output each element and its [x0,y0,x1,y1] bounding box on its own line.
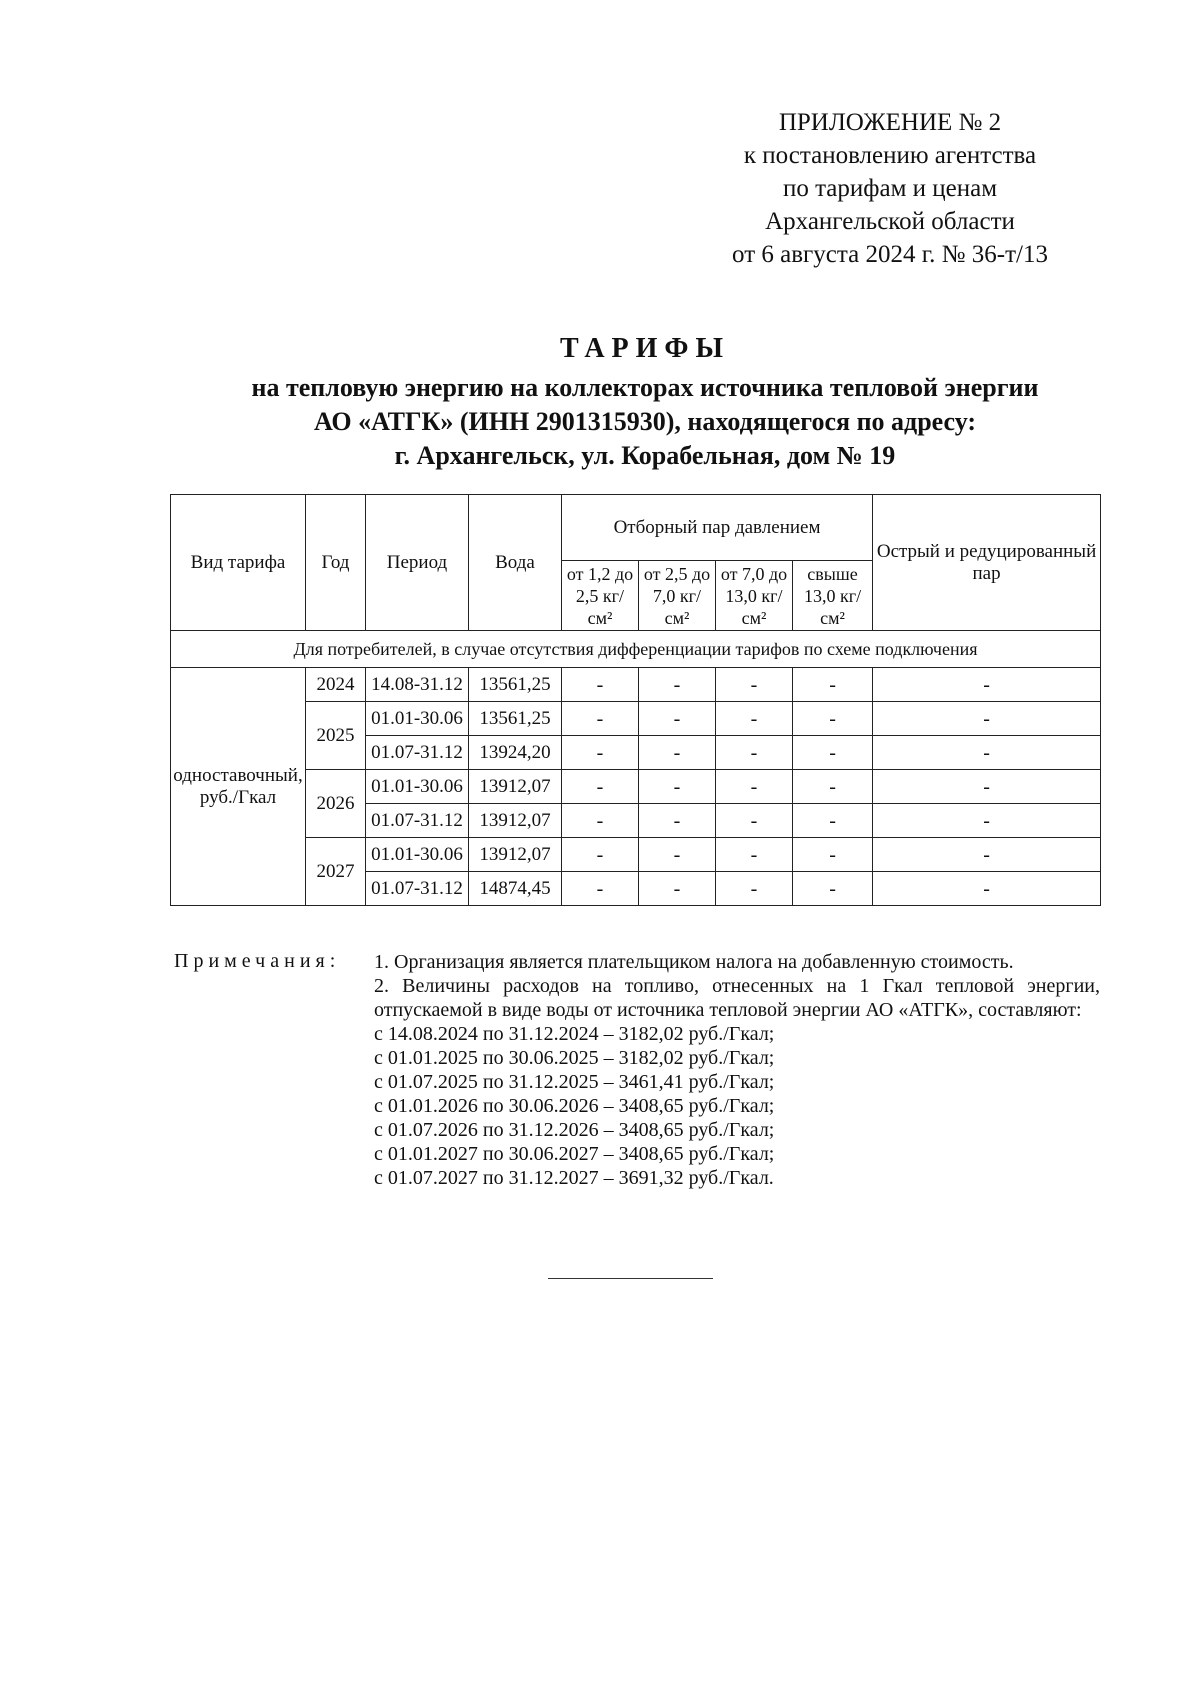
water-cell: 13912,07 [469,770,562,804]
tariff-table [170,494,1101,906]
fuel-cost-item: с 14.08.2024 по 31.12.2024 – 3182,02 руб./Гкал; [374,1023,775,1045]
notes-body [374,950,1100,1190]
appendix-line: Архангельской области [765,208,1015,235]
sharp-steam-cell: - [873,838,1101,872]
water-cell: 13912,07 [469,838,562,872]
steam-2-cell: - [639,838,716,872]
appendix-number: ПРИЛОЖЕНИЕ № 2 [778,109,1002,136]
steam-3-cell: - [716,770,793,804]
fuel-cost-item: с 01.07.2026 по 31.12.2026 – 3408,65 руб./Гкал; [374,1119,775,1141]
period-cell: 01.07-31.12 [366,872,469,906]
water-cell: 13924,20 [469,736,562,770]
table-row [171,770,1101,804]
steam-3-cell: - [716,872,793,906]
water-cell: 13561,25 [469,668,562,702]
header-sharp-steam: Острый и редуцированный пар [873,495,1101,631]
header-tariff-type: Вид тарифа [171,495,306,631]
appendix-line: по тарифам и ценам [782,175,998,202]
year-cell: 2027 [306,838,366,906]
tariff-type-cell: одноставочный, руб./Гкал [171,668,306,906]
steam-4-cell: - [793,804,873,838]
steam-1-cell: - [562,770,639,804]
header-period: Период [366,495,469,631]
note-1: 1. Организация является плательщиком налога на добавленную стоимость. [374,951,1014,973]
steam-1-cell: - [562,736,639,770]
consumer-group-band: Для потребителей, в случае отсутствия дифференциации тарифов по схеме подключения [171,631,1101,668]
water-cell: 14874,45 [469,872,562,906]
year-cell: 2024 [306,668,366,702]
document-subtitle-line: г. Архангельск, ул. Корабельная, дом № 19 [394,441,896,470]
document-subtitle-line: АО «АТГК» (ИНН 2901315930), находящегося по адресу: [313,407,977,436]
steam-1-cell: - [562,838,639,872]
year-cell: 2025 [306,702,366,770]
fuel-cost-item: с 01.07.2025 по 31.12.2025 – 3461,41 руб./Гкал; [374,1071,775,1093]
steam-3-cell: - [716,736,793,770]
sharp-steam-cell: - [873,770,1101,804]
water-cell: 13561,25 [469,702,562,736]
appendix-date: от 6 августа 2024 г. № 36-т/13 [732,241,1048,268]
steam-4-cell: - [793,770,873,804]
appendix-line: к постановлению агентства [743,142,1037,169]
sharp-steam-cell: - [873,804,1101,838]
steam-3-cell: - [716,804,793,838]
appendix-header [690,106,1090,271]
period-cell: 01.01-30.06 [366,838,469,872]
period-cell: 01.07-31.12 [366,804,469,838]
fuel-cost-item: с 01.01.2025 по 30.06.2025 – 3182,02 руб./Гкал; [374,1047,775,1069]
table-row [171,668,1101,702]
end-divider [548,1278,713,1279]
fuel-cost-item: с 01.01.2026 по 30.06.2026 – 3408,65 руб./Гкал; [374,1095,775,1117]
header-steam-group: Отборный пар давлением [562,495,873,561]
fuel-cost-item: с 01.07.2027 по 31.12.2027 – 3691,32 руб./Гкал. [374,1167,774,1189]
steam-4-cell: - [793,872,873,906]
steam-2-cell: - [639,872,716,906]
steam-3-cell: - [716,838,793,872]
header-steam-4: свыше 13,0 кг/см² [793,561,873,631]
sharp-steam-cell: - [873,702,1101,736]
steam-2-cell: - [639,668,716,702]
steam-4-cell: - [793,702,873,736]
steam-3-cell: - [716,702,793,736]
steam-3-cell: - [716,668,793,702]
table-row [171,838,1101,872]
sharp-steam-cell: - [873,668,1101,702]
period-cell: 01.07-31.12 [366,736,469,770]
steam-1-cell: - [562,702,639,736]
steam-2-cell: - [639,736,716,770]
note-2: 2. Величины расходов на топливо, отнесенных на 1 Гкал тепловой энергии, отпускаемой в виде воды от источника тепловой энергии АО «АТГК», составляют: [374,975,1100,1021]
header-steam-2: от 2,5 до 7,0 кг/см² [639,561,716,631]
document-subtitle-line: на тепловую энергию на коллекторах источника тепловой энергии [251,373,1039,402]
header-steam-1: от 1,2 до 2,5 кг/см² [562,561,639,631]
header-water: Вода [469,495,562,631]
steam-1-cell: - [562,804,639,838]
fuel-cost-item: с 01.01.2027 по 30.06.2027 – 3408,65 руб./Гкал; [374,1143,775,1165]
steam-1-cell: - [562,668,639,702]
header-year: Год [306,495,366,631]
period-cell: 01.01-30.06 [366,770,469,804]
steam-2-cell: - [639,770,716,804]
water-cell: 13912,07 [469,804,562,838]
steam-2-cell: - [639,702,716,736]
document-title: ТАРИФЫ [560,333,730,364]
period-cell: 01.01-30.06 [366,702,469,736]
sharp-steam-cell: - [873,736,1101,770]
year-cell: 2026 [306,770,366,838]
table-row [171,702,1101,736]
sharp-steam-cell: - [873,872,1101,906]
notes-label: Примечания: [174,950,341,972]
steam-4-cell: - [793,668,873,702]
header-steam-3: от 7,0 до 13,0 кг/см² [716,561,793,631]
steam-4-cell: - [793,736,873,770]
steam-4-cell: - [793,838,873,872]
steam-1-cell: - [562,872,639,906]
period-cell: 14.08-31.12 [366,668,469,702]
steam-2-cell: - [639,804,716,838]
